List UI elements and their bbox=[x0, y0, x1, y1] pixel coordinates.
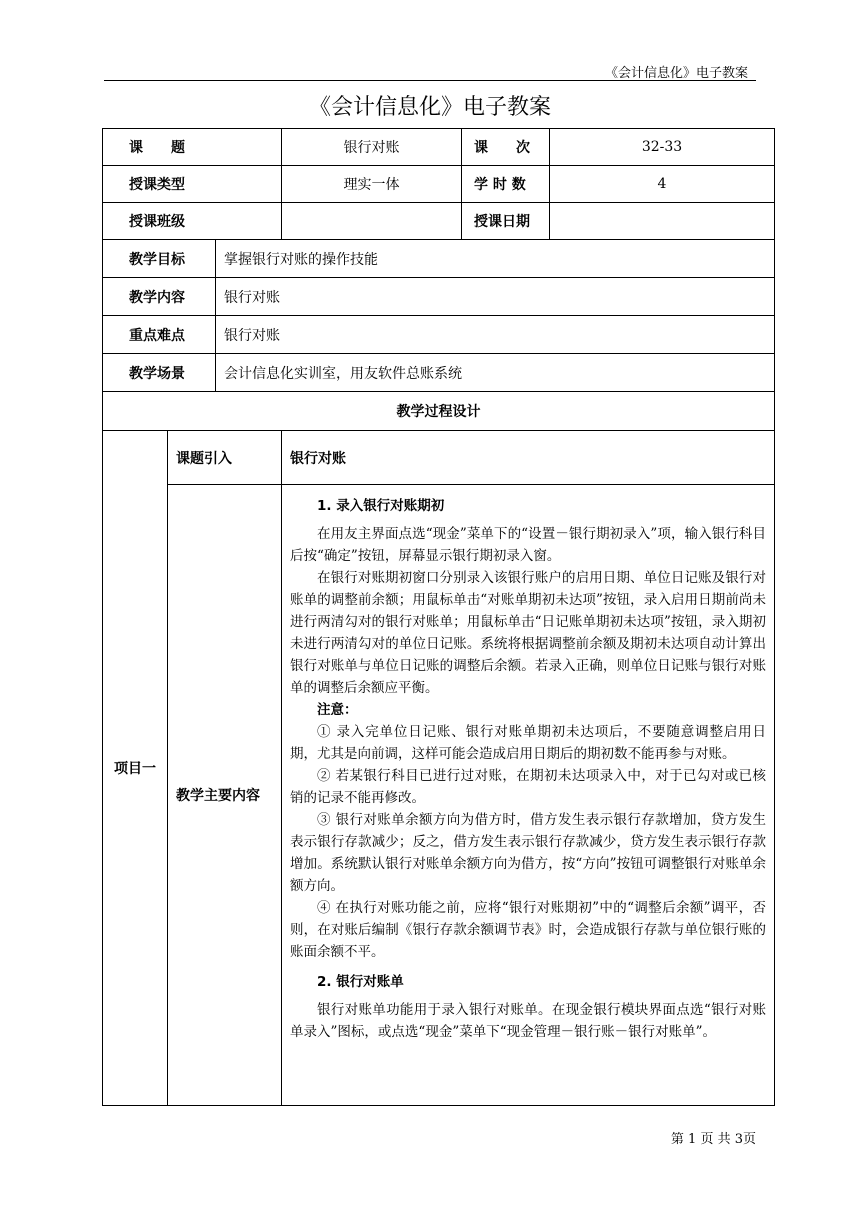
class-label: 授课班级 bbox=[103, 203, 282, 240]
row-content bbox=[103, 278, 775, 316]
date-value bbox=[550, 203, 775, 240]
header-rule bbox=[104, 80, 756, 81]
note-1: ① 录入完单位日记账、银行对账单期初未达项后，不要随意调整启用日期，尤其是向前调，这样可能会造成启用日期后的期初数不能再参与对账。 bbox=[290, 724, 767, 762]
paragraph-1: 在用友主界面点选“现金”菜单下的“设置－银行期初录入”项，输入银行科目后按“确定”按钮，屏幕显示银行期初录入窗。 bbox=[290, 526, 767, 564]
paragraph-3: 银行对账单功能用于录入银行对账单。在现金银行模块界面点选“银行对账单录入”图标，或点选“现金”菜单下“现金管理－银行账－银行对账单”。 bbox=[290, 1002, 767, 1040]
intro-label: 课题引入 bbox=[168, 431, 282, 485]
section1-title: 1. 录入银行对账期初 bbox=[317, 498, 445, 514]
row-process-heading bbox=[103, 392, 775, 431]
note-3: ③ 银行对账单余额方向为借方时，借方发生表示银行存款增加，贷方发生表示银行存款减少；反之，借方发生表示银行存款减少，贷方发生表示银行存款增加。系统默认银行对账单余额方向为借方，按“方向”按钮可调整银行对账单余额方向。 bbox=[290, 812, 767, 894]
goal-label: 教学目标 bbox=[103, 240, 216, 278]
row-scene bbox=[103, 354, 775, 392]
content-value: 银行对账 bbox=[216, 278, 775, 316]
section2-title: 2. 银行对账单 bbox=[317, 974, 404, 990]
row-class bbox=[103, 203, 775, 240]
note-2: ② 若某银行科目已进行过对账，在期初未达项录入中，对于已勾对或已核销的记录不能再修改。 bbox=[290, 768, 767, 806]
scene-value: 会计信息化实训室，用友软件总账系统 bbox=[216, 354, 775, 392]
running-header: 《会计信息化》电子教案 bbox=[604, 66, 748, 81]
type-value: 理实一体 bbox=[282, 166, 462, 203]
class-value bbox=[282, 203, 462, 240]
hours-value: 4 bbox=[550, 166, 775, 203]
note-4: ④ 在执行对账功能之前，应将“银行对账期初”中的“调整后余额”调平，否则，在对账后编制《银行存款余额调节表》时，会造成银行存款与单位银行账的账面余额不平。 bbox=[290, 900, 767, 960]
process-heading: 教学过程设计 bbox=[103, 392, 775, 431]
key-label: 重点难点 bbox=[103, 316, 216, 354]
page-number: 第 1 页 共 3页 bbox=[670, 1132, 756, 1147]
document-title: 《会计信息化》电子教案 bbox=[308, 95, 551, 120]
content-label: 教学内容 bbox=[103, 278, 216, 316]
goal-value: 掌握银行对账的操作技能 bbox=[216, 240, 775, 278]
row-type bbox=[103, 166, 775, 203]
main-content-body bbox=[282, 485, 775, 1106]
topic-label: 课 题 bbox=[103, 129, 282, 166]
date-label: 授课日期 bbox=[462, 203, 550, 240]
row-main-content bbox=[103, 485, 775, 1106]
lesson-no-label: 课 次 bbox=[462, 129, 550, 166]
type-label: 授课类型 bbox=[103, 166, 282, 203]
topic-value: 银行对账 bbox=[282, 129, 462, 166]
row-goal bbox=[103, 240, 775, 278]
lesson-no-value: 32-33 bbox=[550, 129, 775, 166]
main-content-label: 教学主要内容 bbox=[168, 485, 282, 1106]
project-label: 项目一 bbox=[103, 431, 168, 1106]
hours-label: 学 时 数 bbox=[462, 166, 550, 203]
scene-label: 教学场景 bbox=[103, 354, 216, 392]
note-title: 注意： bbox=[317, 702, 358, 718]
row-topic bbox=[103, 129, 775, 166]
paragraph-2: 在银行对账期初窗口分别录入该银行账户的启用日期、单位日记账及银行对账单的调整前余额；用鼠标单击“对账单期初未达项”按钮，录入启用日期前尚未进行两清勾对的银行对账单；用鼠标单击“日记账单期初未达项”按钮，录入期初未进行两清勾对的单位日记账。系统将根据调整前余额及期初未达项自动计算出银行对账单与单位日记账的调整后余额。若录入正确，则单位日记账与银行对账单的调整后余额应平衡。 bbox=[290, 570, 767, 696]
row-key bbox=[103, 316, 775, 354]
row-intro bbox=[103, 431, 775, 485]
lesson-plan-table bbox=[102, 128, 775, 1106]
key-value: 银行对账 bbox=[216, 316, 775, 354]
intro-value: 银行对账 bbox=[282, 431, 775, 485]
